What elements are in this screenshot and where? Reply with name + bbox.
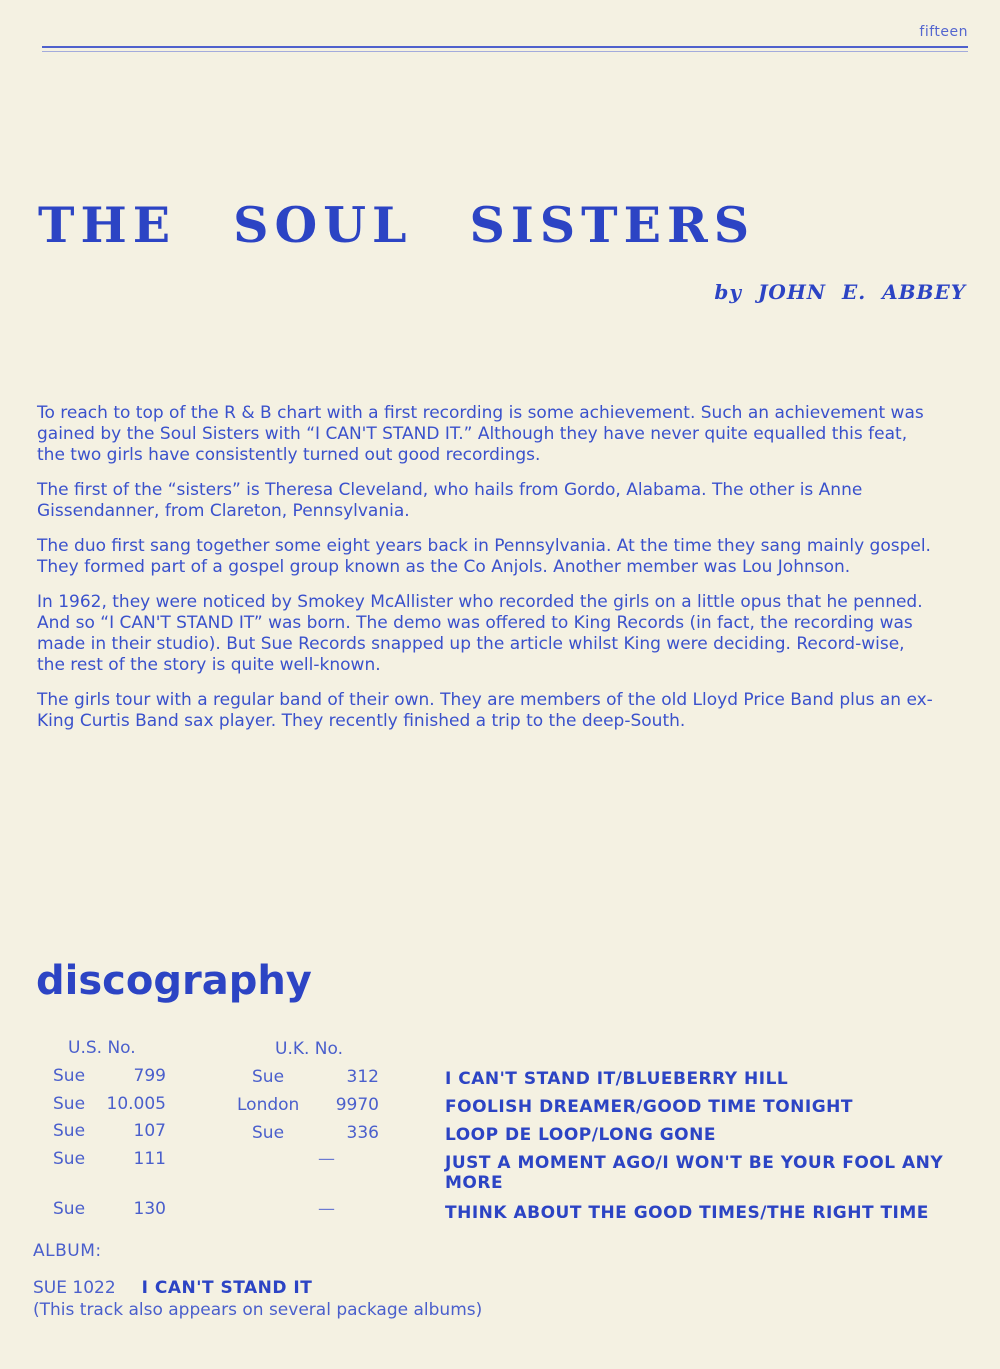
us-number: 799: [133, 1066, 166, 1086]
uk-number-dash: —: [318, 1149, 335, 1169]
song-title: LOOP DE LOOP/LONG GONE: [445, 1125, 716, 1145]
article-paragraph: To reach to top of the R & B chart with a first recording is some achievement. Such an achievement was gained by the Soul Sisters with “I CAN'T STAND IT.” Although they have never quite equalled this feat, the two girls have consistently turned out good recordings.: [37, 403, 924, 465]
us-number-header: U.S. No.: [68, 1038, 136, 1058]
article-title: THE SOUL SISTERS: [38, 196, 756, 254]
page-number: fifteen: [919, 24, 968, 40]
us-number: 111: [133, 1149, 166, 1169]
article-paragraph: In 1962, they were noticed by Smokey McAllister who recorded the girls on a little opus that he penned. And so “I CAN'T STAND IT” was born. The demo was offered to King Records (in fact, the recording was made in their studio). But Sue Records snapped up the article whilst King were deciding. Record-wise, the rest of the story is quite well-known.: [37, 592, 923, 675]
us-label: Sue: [53, 1121, 86, 1141]
album-label: ALBUM:: [33, 1241, 102, 1261]
uk-label: London: [237, 1095, 300, 1115]
uk-number: 9970: [335, 1095, 379, 1115]
album-title: I CAN'T STAND IT: [141, 1278, 313, 1298]
byline: by JOHN E. ABBEY: [714, 280, 966, 304]
discography-heading: discography: [36, 958, 312, 1004]
album-entry: [33, 1278, 312, 1298]
us-label: Sue: [53, 1066, 86, 1086]
article-paragraph: The duo first sang together some eight years back in Pennsylvania. At the time they sang mainly gospel. They formed part of a gospel group known as the Co Anjols. Another member was Lou Johnson.: [37, 536, 931, 577]
uk-label: Sue: [252, 1067, 285, 1087]
us-number: 10.005: [106, 1094, 166, 1114]
uk-number: 312: [346, 1067, 379, 1087]
song-title: I CAN'T STAND IT/BLUEBERRY HILL: [445, 1069, 789, 1089]
uk-number-dash: —: [318, 1199, 335, 1219]
us-label: Sue: [53, 1149, 86, 1169]
album-note: (This track also appears on several package albums): [33, 1300, 483, 1320]
us-label: Sue: [53, 1094, 86, 1114]
song-title: THINK ABOUT THE GOOD TIMES/THE RIGHT TIME: [445, 1203, 929, 1223]
uk-label: Sue: [252, 1123, 285, 1143]
us-label: Sue: [53, 1199, 86, 1219]
uk-number-header: U.K. No.: [275, 1039, 344, 1059]
article-paragraph: The girls tour with a regular band of their own. They are members of the old Lloyd Price Band plus an ex-King Curtis Band sax player. They recently finished a trip to the deep-South.: [37, 690, 933, 731]
article-body: [37, 403, 937, 746]
us-number: 130: [133, 1199, 166, 1219]
uk-number: 336: [346, 1123, 379, 1143]
article-paragraph: The first of the “sisters” is Theresa Cleveland, who hails from Gordo, Alabama. The other is Anne Gissendanner, from Clareton, Pennsylvania.: [37, 480, 863, 521]
song-title: JUST A MOMENT AGO/I WON'T BE YOUR FOOL ANY MORE: [445, 1153, 944, 1193]
header-rule: [42, 46, 968, 48]
album-number: SUE 1022: [33, 1278, 116, 1298]
song-title: FOOLISH DREAMER/GOOD TIME TONIGHT: [445, 1097, 853, 1117]
us-number: 107: [133, 1121, 166, 1141]
